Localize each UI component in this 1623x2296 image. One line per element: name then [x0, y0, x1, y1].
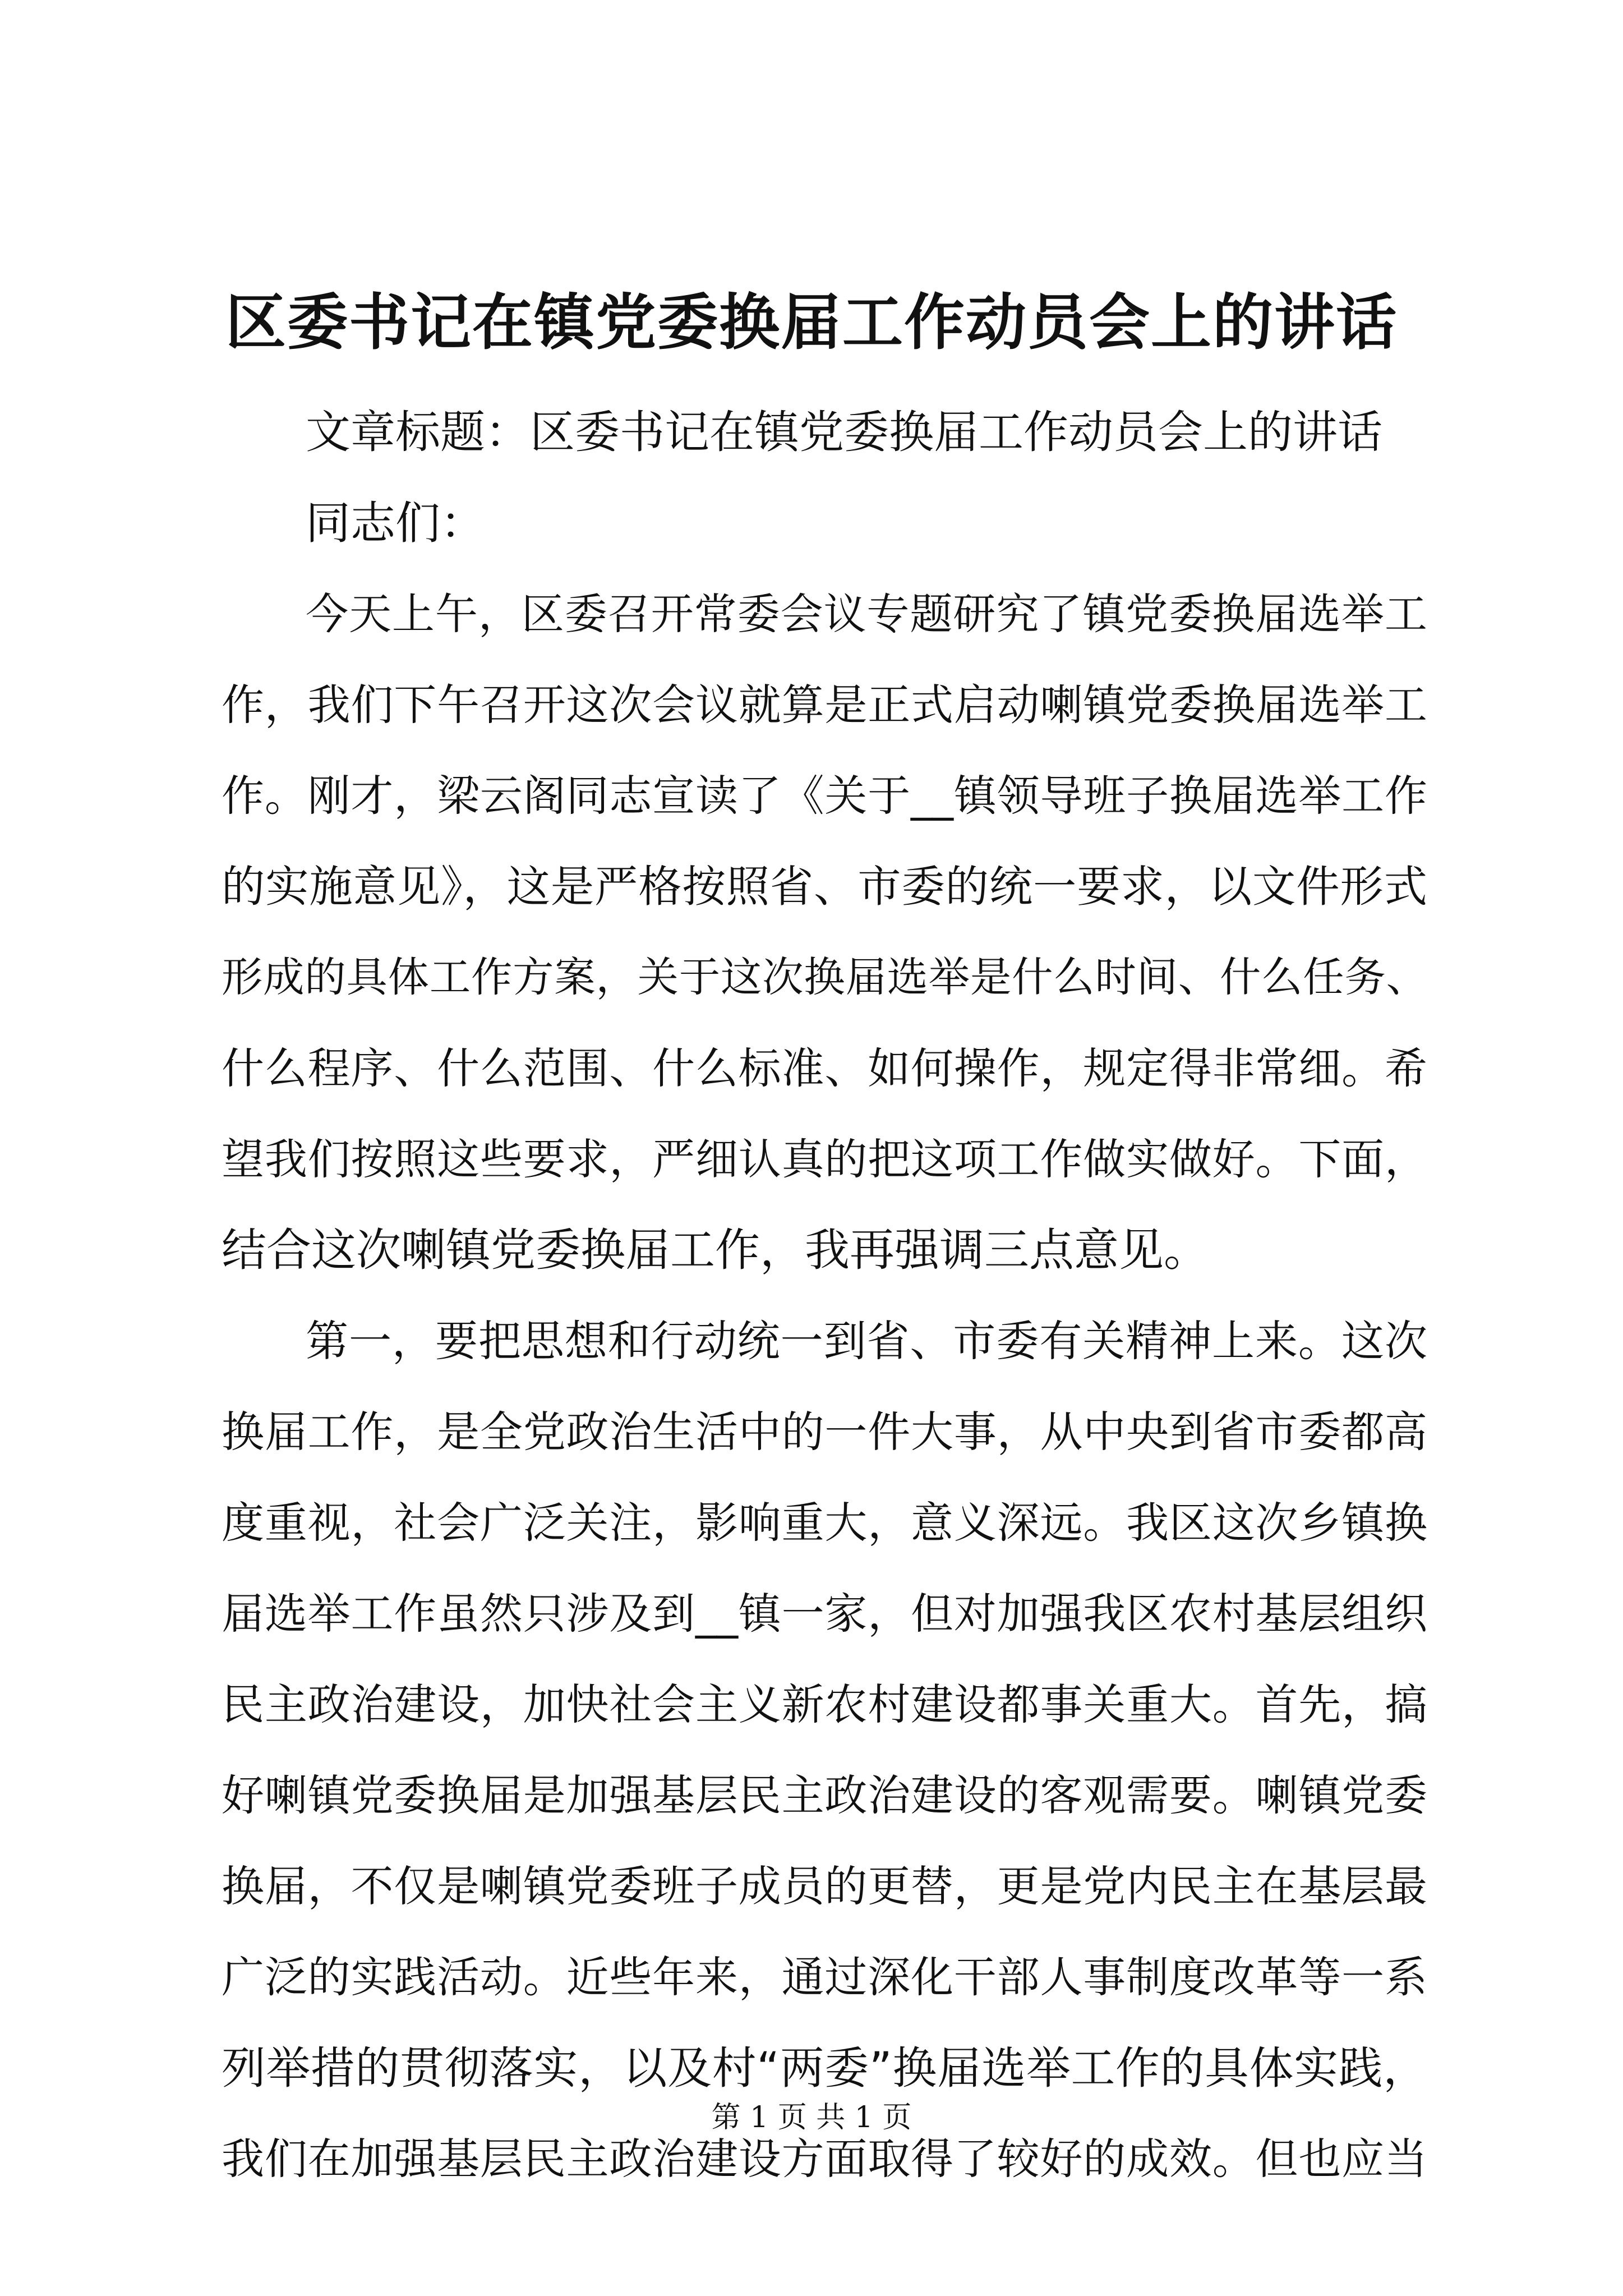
body-line: 民主政治建设，加快社会主义新农村建设都事关重大。首先，搞 — [222, 1680, 1427, 1729]
body-line: 届选举工作虽然只涉及到__镇一家，但对加强我区农村基层组织 — [222, 1589, 1427, 1639]
page-footer: 第 1 页 共 1 页 — [711, 2101, 912, 2134]
body-line: 列举措的贯彻落实，以及村“两委”换届选举工作的具体实践， — [222, 2042, 1427, 2094]
body-line: 度重视，社会广泛关注，影响重大，意义深远。我区这次乡镇换 — [222, 1498, 1427, 1548]
body-line: 第一，要把思想和行动统一到省、市委有关精神上来。这次 — [306, 1316, 1427, 1366]
body-line: 结合这次喇镇党委换届工作，我再强调三点意见。 — [222, 1224, 1209, 1276]
body-line: 换届工作，是全党政治生活中的一件大事，从中央到省市委都高 — [222, 1407, 1427, 1457]
document-title: 区委书记在镇党委换届工作动员会上的讲话 — [225, 287, 1398, 358]
body-line: 作，我们下午召开这次会议就算是正式启动喇镇党委换届选举工 — [222, 680, 1427, 730]
body-line: 望我们按照这些要求，严细认真的把这项工作做实做好。下面， — [222, 1134, 1427, 1184]
body-line: 换届，不仅是喇镇党委班子成员的更替，更是党内民主在基层最 — [222, 1861, 1427, 1911]
body-line: 作。刚才，梁云阁同志宣读了《关于__镇领导班子换届选举工作 — [222, 771, 1427, 821]
body-line: 文章标题：区委书记在镇党委换届工作动员会上的讲话 — [306, 406, 1382, 458]
body-line: 什么程序、什么范围、什么标准、如何操作，规定得非常细。希 — [222, 1043, 1427, 1093]
body-line: 今天上午，区委召开常委会议专题研究了镇党委换届选举工 — [306, 589, 1427, 639]
body-line: 好喇镇党委换届是加强基层民主政治建设的客观需要。喇镇党委 — [222, 1770, 1427, 1820]
body-line: 我们在加强基层民主政治建设方面取得了较好的成效。但也应当 — [222, 2134, 1427, 2184]
body-line: 同志们： — [306, 497, 485, 549]
body-line: 形成的具体工作方案，关于这次换届选举是什么时间、什么任务、 — [222, 954, 1427, 1001]
body-line: 的实施意见》，这是严格按照省、市委的统一要求，以文件形式 — [222, 862, 1427, 912]
document-body — [222, 387, 1427, 2205]
body-line: 广泛的实践活动。近些年来，通过深化干部人事制度改革等一系 — [222, 1952, 1427, 2002]
